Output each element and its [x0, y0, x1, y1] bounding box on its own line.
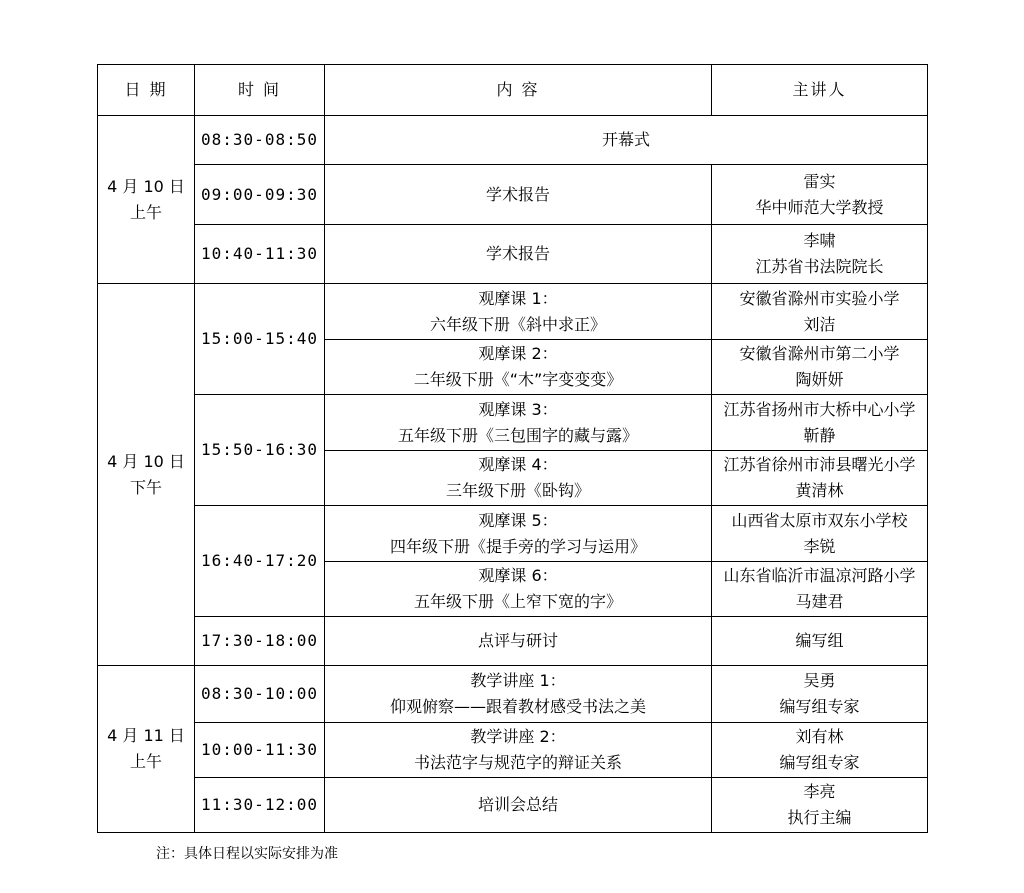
speaker-line: 李啸 [803, 231, 836, 250]
speaker-line: 山东省临沂市温凉河路小学 [723, 566, 916, 585]
content-subtitle: 三年级下册《卧钩》 [445, 481, 590, 500]
time-cell: 11:30-12:00 [195, 778, 325, 833]
content-cell [325, 451, 712, 506]
date-period: 下午 [129, 477, 162, 497]
content-subtitle: 仰观俯察——跟着教材感受书法之美 [389, 697, 646, 716]
speaker-line: 安徽省滁州市实验小学 [739, 288, 900, 308]
content-title: 学术报告 [485, 244, 550, 263]
speaker-affiliation: 编写组专家 [779, 697, 860, 716]
speaker-name: 马建君 [795, 592, 844, 611]
content-title: 观摩课 3： [478, 399, 558, 419]
table-row [98, 617, 928, 666]
content-cell [325, 506, 712, 562]
table-row [98, 225, 928, 284]
time-cell: 16:40-17:20 [195, 506, 325, 617]
date-period: 上午 [129, 752, 162, 771]
table-row [98, 666, 928, 723]
content-title: 观摩课 1： [478, 288, 558, 308]
table-row [98, 165, 928, 225]
time-cell: 09:00-09:30 [195, 165, 325, 225]
content-cell [325, 284, 712, 340]
time-cell: 17:30-18:00 [195, 617, 325, 666]
speaker-cell [712, 340, 928, 395]
time-cell: 15:50-16:30 [195, 395, 325, 506]
speaker-cell [712, 225, 928, 284]
content-title: 观摩课 2： [478, 344, 558, 363]
table-row [98, 284, 928, 340]
speaker-cell [712, 562, 928, 617]
content-subtitle: 六年级下册《斜中求正》 [429, 314, 606, 334]
date-period: 上午 [129, 202, 162, 222]
speaker-line: 刘有林 [795, 727, 844, 746]
content-cell [325, 165, 712, 225]
content-subtitle: 二年级下册《“木”字变变变》 [413, 370, 623, 389]
content-subtitle: 五年级下册《上窄下宽的字》 [413, 592, 622, 611]
speaker-cell [712, 395, 928, 451]
speaker-cell [712, 666, 928, 723]
table-row [98, 116, 928, 165]
header-time: 时 间 [195, 65, 325, 116]
content-cell [325, 617, 712, 666]
schedule-table [97, 64, 928, 833]
content-cell [325, 116, 928, 165]
header-speaker: 主讲人 [712, 65, 928, 116]
date-line: 4 月 11 日 [107, 726, 185, 745]
content-title: 观摩课 6： [478, 566, 558, 585]
content-cell [325, 778, 712, 833]
speaker-cell [712, 723, 928, 778]
date-cell [98, 666, 195, 833]
content-subtitle: 五年级下册《三包围字的藏与露》 [397, 425, 638, 445]
content-title: 学术报告 [485, 184, 550, 204]
content-subtitle: 四年级下册《提手旁的学习与运用》 [389, 536, 646, 556]
content-cell [325, 225, 712, 284]
content-title: 观摩课 5： [478, 510, 558, 530]
content-cell [325, 562, 712, 617]
speaker-line: 山西省太原市双东小学校 [731, 510, 908, 530]
speaker-line: 吴勇 [803, 671, 836, 690]
content-title: 教学讲座 2： [470, 727, 566, 746]
speaker-cell [712, 506, 928, 562]
speaker-cell [712, 284, 928, 340]
speaker-cell [712, 451, 928, 506]
content-title: 观摩课 4： [478, 455, 558, 474]
speaker-line: 雷实 [803, 171, 836, 191]
content-title: 点评与研讨 [477, 631, 558, 650]
content-cell [325, 666, 712, 723]
header-date: 日 期 [98, 65, 195, 116]
header-row [98, 65, 928, 116]
content-title: 开幕式 [601, 130, 650, 149]
content-cell [325, 723, 712, 778]
date-line: 4 月 10 日 [107, 176, 185, 196]
time-cell: 10:00-11:30 [195, 723, 325, 778]
speaker-line: 编写组 [795, 631, 844, 650]
speaker-cell [712, 165, 928, 225]
time-cell: 08:30-10:00 [195, 666, 325, 723]
table-row [98, 506, 928, 562]
content-title: 培训会总结 [477, 795, 558, 814]
speaker-affiliation: 编写组专家 [779, 753, 860, 772]
content-title: 教学讲座 1： [470, 671, 566, 690]
table-row [98, 778, 928, 833]
table-row [98, 395, 928, 451]
speaker-affiliation: 华中师范大学教授 [755, 197, 884, 217]
table-row [98, 723, 928, 778]
content-cell [325, 395, 712, 451]
speaker-line: 李亮 [803, 782, 836, 801]
date-cell [98, 116, 195, 284]
content-cell [325, 340, 712, 395]
time-cell: 10:40-11:30 [195, 225, 325, 284]
speaker-name: 陶妍妍 [795, 370, 844, 389]
speaker-name: 黄清林 [795, 481, 844, 500]
speaker-name: 刘洁 [803, 314, 836, 334]
speaker-cell [712, 617, 928, 666]
date-line: 4 月 10 日 [107, 451, 185, 471]
speaker-affiliation: 江苏省书法院院长 [755, 257, 884, 276]
speaker-line: 江苏省扬州市大桥中心小学 [723, 399, 916, 419]
time-cell: 08:30-08:50 [195, 116, 325, 165]
speaker-cell [712, 778, 928, 833]
speaker-affiliation: 执行主编 [787, 808, 852, 827]
content-subtitle: 书法范字与规范字的辩证关系 [413, 753, 622, 772]
date-cell [98, 284, 195, 666]
speaker-name: 李锐 [803, 536, 836, 556]
footnote: 注：具体日程以实际安排为准 [156, 846, 338, 862]
speaker-name: 靳静 [803, 425, 836, 445]
header-content: 内 容 [325, 65, 712, 116]
time-cell: 15:00-15:40 [195, 284, 325, 395]
speaker-line: 安徽省滁州市第二小学 [739, 344, 900, 363]
speaker-line: 江苏省徐州市沛县曙光小学 [723, 455, 916, 474]
